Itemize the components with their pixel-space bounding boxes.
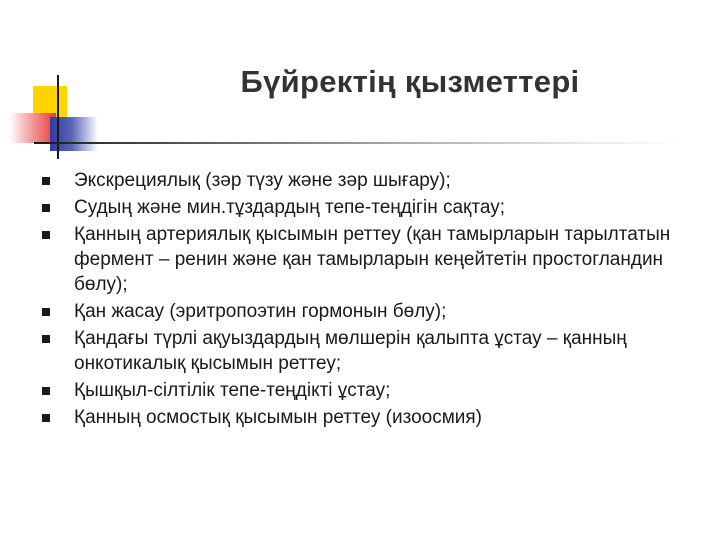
slide-title: Бүйректің қызметтері bbox=[240, 64, 580, 99]
bullet-item bbox=[40, 326, 700, 376]
bullet-text: Судың және мин.тұздардың тепе-теңдігін сақтау; bbox=[74, 197, 505, 218]
decorative-vertical-line bbox=[57, 75, 59, 159]
square-bullet-icon bbox=[42, 177, 50, 185]
bullet-item bbox=[40, 168, 700, 193]
square-bullet-icon bbox=[42, 308, 50, 316]
bullet-item bbox=[40, 378, 700, 403]
square-bullet-icon bbox=[42, 204, 50, 212]
bullet-text: Қанның артериялық қысымын реттеу (қан тамырларын тарылтатын фермент – ренин және қан тамырларын кеңейтетін простогландин бөлу); bbox=[74, 224, 671, 295]
bullet-item bbox=[40, 405, 700, 430]
bullet-text: Қанның осмостық қысымын реттеу (изоосмия) bbox=[74, 407, 482, 428]
bullet-item bbox=[40, 299, 700, 324]
bullet-text: Қышқыл-сілтілік тепе-теңдікті ұстау; bbox=[74, 380, 391, 401]
square-bullet-icon bbox=[42, 335, 50, 343]
bullet-item bbox=[40, 195, 700, 220]
bullet-text: Қандағы түрлі ақуыздардың мөлшерін қалыпта ұстау – қанның онкотикалық қысымын реттеу; bbox=[74, 328, 627, 374]
square-bullet-icon bbox=[42, 387, 50, 395]
square-bullet-icon bbox=[42, 414, 50, 422]
square-bullet-icon bbox=[42, 231, 50, 239]
bullet-text: Қан жасау (эритропоэтин гормонын бөлу); bbox=[74, 301, 447, 322]
bullet-item bbox=[40, 222, 700, 297]
bullet-list bbox=[40, 168, 700, 432]
title-underline bbox=[34, 142, 684, 144]
bullet-text: Экскрециялық (зәр түзу және зәр шығару); bbox=[74, 170, 451, 191]
